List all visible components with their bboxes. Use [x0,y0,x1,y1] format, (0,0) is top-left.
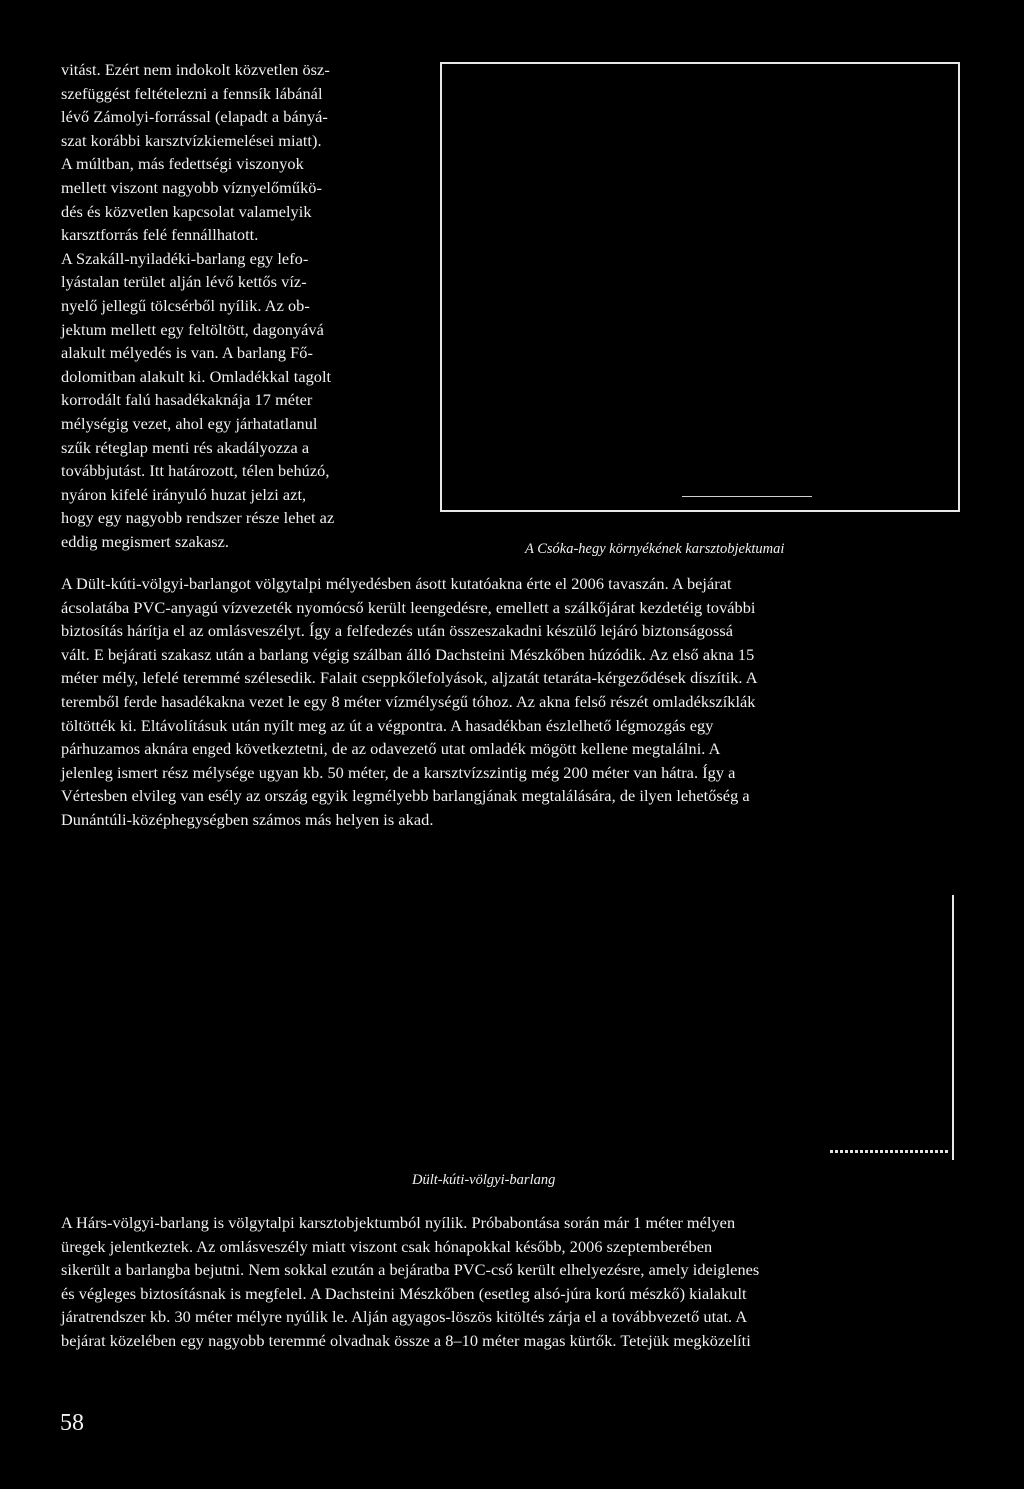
text-line: teremből ferde hasadékakna vezet le egy 8 méter vízmélységű tóhoz. Az akna felső részét omladékszíklák [61,691,756,711]
text-line: lévő Zámolyi-forrással (elapadt a bányá- [61,107,328,127]
text-line: A Szakáll-nyiladéki-barlang egy lefo- [61,248,309,268]
text-line: mellett viszont nagyobb víznyelőműkö- [61,177,322,197]
text-line: szat korábbi karsztvízkiemelései miatt). [61,130,322,150]
map-scale-mark [682,496,812,497]
text-line: biztosítás hárítja el az omlásveszélyt. Így a felfedezés után összeszakadni készülő lejáró biztonságossá [61,621,734,641]
text-line: Vértesben elvileg van esély az ország egyik legmélyebb barlangjának megtalálására, de ilyen lehetőség a [61,786,750,806]
text-line: dés és közvetlen kapcsolat valamelyik [61,201,312,221]
text-line: bejárat közelében egy nagyobb teremmé olvadnak össze a 8–10 méter magas kürtők. Tetejük megközelíti [61,1330,751,1350]
text-line: A Dült-kúti-völgyi-barlangot völgytalpi mélyedésben ásott kutatóakna érte el 2006 tavaszán. A bejárat [61,574,732,593]
text-line: lyástalan terület alján lévő kettős víz- [61,272,307,292]
map-bottom-border [442,510,958,512]
text-line: üregek jelentkeztek. Az omlásveszély miatt viszont csak hónapokkal később, 2006 szeptemberében [61,1236,713,1256]
text-line: hogy egy nagyobb rendszer része lehet az [61,508,335,528]
map-caption: A Csóka-hegy környékének karsztobjektumai [525,541,785,557]
profile-caption: Dült-kúti-völgyi-barlang [412,1172,556,1188]
text-line: méter mély, lefelé teremmé szélesedik. Falait cseppkőlefolyások, aljzatát tetaráta-kérgeződések díszítik. A [61,668,758,688]
column-text [61,58,415,553]
text-line: jektum mellett egy feltöltött, dagonyává [61,319,324,339]
text-line: dolomitban alakult ki. Omladékkal tagolt [61,366,332,386]
text-line: A múltban, más fedettségi viszonyok [61,154,304,174]
paragraph-2 [61,572,959,832]
text-line: szefüggést feltételezni a fennsík lábánál [61,83,323,103]
text-line: szűk réteglap menti rés akadályozza a [61,437,310,457]
text-line: nyáron kifelé irányuló huzat jelzi azt, [61,484,307,504]
text-line: párhuzamos aknára enged következtetni, de az odavezető utat omladék mögött kellene megtalálni. A [61,739,721,759]
text-line: és végleges biztosításnak is megfelel. A Dachsteini Mészkőben (esetleg alsó-júra korú mészkő) kialakult [61,1283,747,1303]
map-figure [440,62,960,512]
text-line: vált. E bejárati szakasz után a barlang végig szálban álló Dachsteini Mészkőben húzódik. Az első akna 15 [61,644,755,664]
text-line: sikerült a barlangba bejutni. Nem sokkal ezután a bejáratba PVC-cső került elhelyezésre, amely ideiglenes [61,1260,760,1280]
text-line: A Hárs-völgyi-barlang is völgytalpi karsztobjektumból nyílik. Próbabontása során már 1 méter mélyen [61,1213,736,1232]
text-line: alakult mélyedés is van. A barlang Fő- [61,343,313,363]
text-line: továbbjutást. Itt határozott, télen behúzó, [61,461,330,481]
text-line: ácsolatába PVC-anyagú vízvezeték nyomócső került leengedésre, emellett a szálkőjárat kezdetéig további [61,597,756,617]
map-top-border [442,62,958,68]
text-line: nyelő jellegű tölcsérből nyílik. Az ob- [61,295,310,315]
text-line: korrodált falú hasadékaknája 17 méter [61,390,313,410]
text-line: töltötték ki. Eltávolításuk után nyílt meg az út a végpontra. A hasadékban észlelhető légmozgás egy [61,715,714,735]
text-line: jelenleg ismert rész mélysége ugyan kb. 50 méter, de a karsztvízszintig még 200 méter van hátra. Így a [61,762,736,782]
cave-profile-base [830,1150,950,1153]
text-line: vitást. Ezért nem indokolt közvetlen ösz- [61,60,330,79]
page-number: 58 [60,1410,84,1436]
cave-profile-line [952,895,954,1160]
text-line: Dunántúli-középhegységben számos más helyen is akad. [61,809,434,829]
paragraph-3 [61,1211,959,1353]
text-line: karsztforrás felé fennállhatott. [61,225,259,245]
text-line: mélységig vezet, ahol egy járhatatlanul [61,413,318,433]
text-line: eddig megismert szakasz. [61,531,230,551]
text-line: járatrendszer kb. 30 méter mélyre nyúlik le. Alján agyagos-löszös kitöltés zárja el a továbbvezető utat. A [61,1307,748,1327]
